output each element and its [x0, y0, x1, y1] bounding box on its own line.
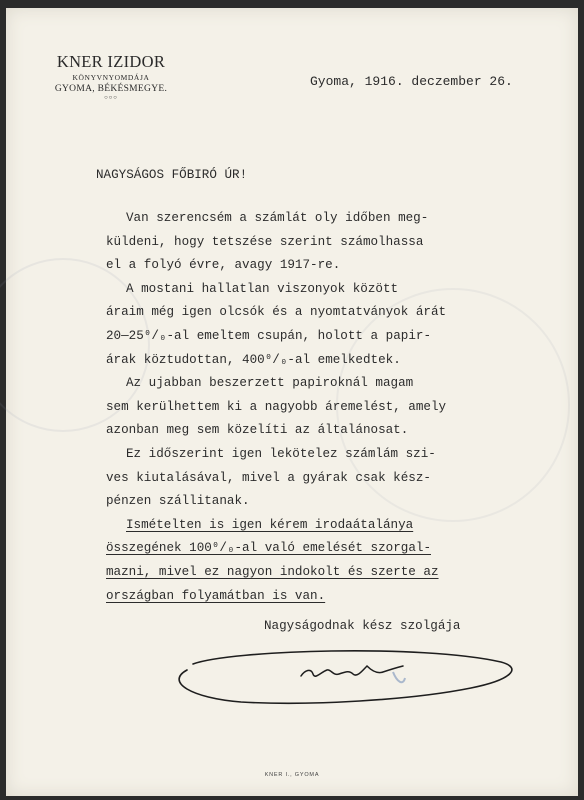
underlined-text: országban folyamátban is van. — [106, 588, 326, 603]
body-line: A mostani hallatlan viszonyok között — [126, 281, 399, 296]
signature — [171, 646, 521, 716]
body-line-underlined — [106, 585, 556, 609]
underlined-text: összegének 100⁰/₀-al való emelését szorgal- — [106, 541, 431, 556]
closing: Nagyságodnak kész szolgája — [264, 619, 461, 633]
body-line: 20—25⁰/₀-al emeltem csupán, holott a papir- — [106, 328, 431, 343]
body-line: pénzen szállitanak. — [106, 494, 250, 509]
body-line: el a folyó évre, avagy 1917-re. — [106, 258, 341, 273]
body-line: Ez időszerint igen lekötelez számlám szi- — [126, 446, 436, 461]
body-line-underlined — [106, 561, 556, 585]
body-line: sem kerülhettem ki a nagyobb áremelést, amely — [106, 399, 447, 414]
printer-footer: KNER I., GYOMA — [264, 772, 320, 778]
body-line: küldeni, hogy tetszése szerint számolhassa — [106, 234, 424, 249]
letterhead-name: KNER IZIDOR — [56, 52, 166, 71]
letter-body — [106, 207, 556, 608]
salutation: NAGYSÁGOS FŐBIRÓ ÚR! — [96, 168, 248, 182]
body-line: áraim még igen olcsók és a nyomtatványok árát — [106, 305, 447, 320]
underlined-text: mazni, mivel ez nagyon indokolt és szerte az — [106, 564, 439, 579]
body-line: Az ujabban beszerzett papiroknál magam — [126, 376, 414, 391]
letterhead — [36, 52, 186, 101]
letterhead-place: GYOMA, BÉKÉSMEGYE. — [54, 84, 168, 94]
body-line: Van szerencsém a számlát oly időben meg- — [126, 211, 429, 225]
letter-sheet — [6, 8, 578, 796]
letter-date: Gyoma, 1916. deczember 26. — [310, 74, 513, 89]
body-line: ves kiutalásával, mivel a gyárak csak kész- — [106, 470, 431, 485]
body-line: árak köztudottan, 400⁰/₀-al emelkedtek. — [106, 352, 401, 367]
body-line: azonban meg sem közelíti az általánosat. — [106, 423, 409, 438]
letterhead-ornament: ○○○ — [104, 95, 118, 101]
body-line-underlined — [126, 514, 556, 538]
body-line-underlined — [106, 537, 556, 561]
underlined-text: Ismételten is igen kérem irodaátalánya — [126, 517, 414, 532]
letterhead-subtitle: KÖNYVNYOMDÁJA — [72, 73, 150, 82]
